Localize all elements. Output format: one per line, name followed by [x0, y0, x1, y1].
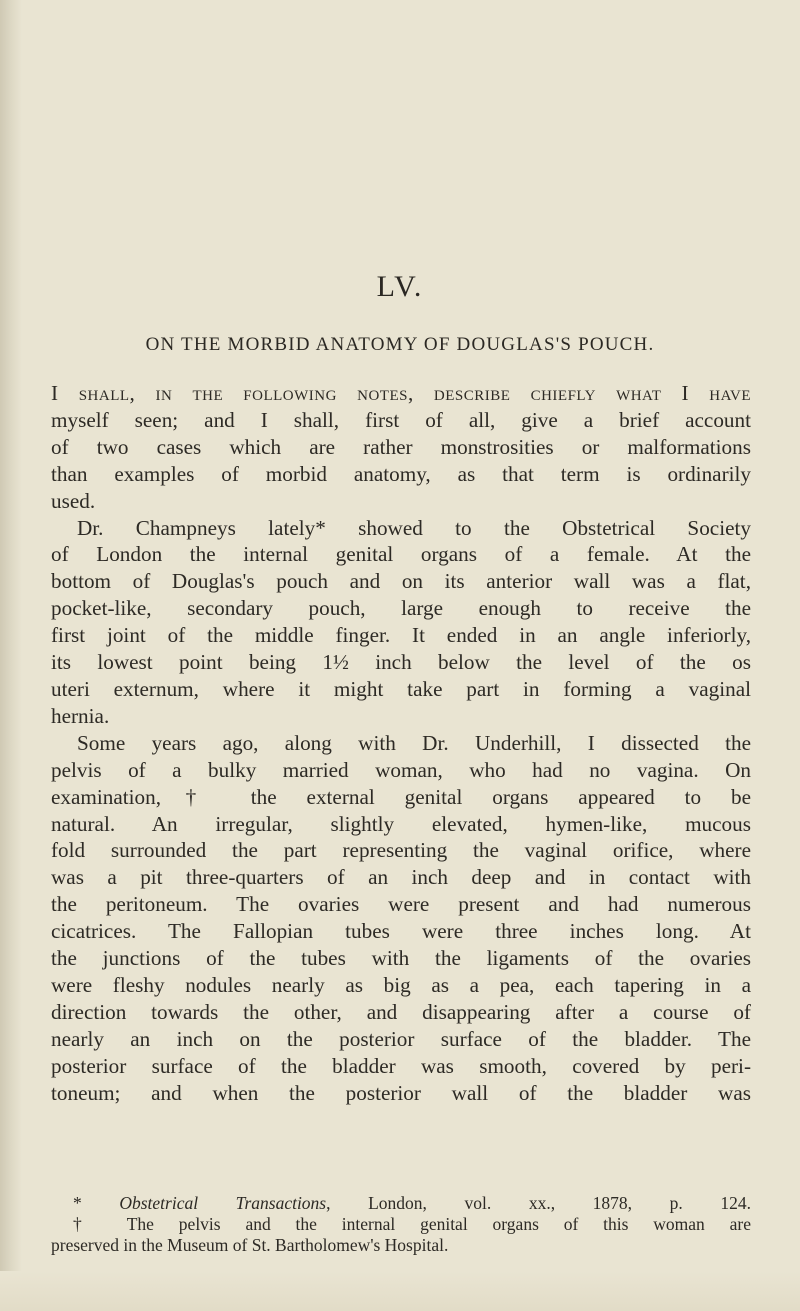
- text-line: the junctions of the tubes with the ligaments of the ovaries: [51, 946, 751, 971]
- text-line: pelvis of a bulky married woman, who had no vagina. On: [51, 757, 751, 782]
- chapter-title: ON THE MORBID ANATOMY OF DOUGLAS'S POUCH.: [145, 334, 655, 355]
- footnote-mark: *: [73, 1193, 82, 1213]
- text-line: pocket-like, secondary pouch, large enough to receive the: [51, 596, 751, 621]
- text-line: Some years ago, along with Dr. Underhill, I dissected the: [77, 730, 751, 755]
- text-line: fold surrounded the part representing the vaginal orifice, where: [51, 838, 751, 863]
- text-line: natural. An irregular, slightly elevated, hymen-like, mucous: [51, 811, 751, 836]
- footnote-2: † The pelvis and the internal genital organs of this woman are: [73, 1213, 751, 1234]
- text-line: uteri externum, where it might take part in forming a vaginal: [51, 676, 751, 701]
- text-line: of London the internal genital organs of a female. At the: [51, 542, 751, 567]
- footnotes: [51, 1193, 751, 1255]
- text-line: than examples of morbid anatomy, as that term is ordinarily: [51, 461, 751, 486]
- chapter-number: LV.: [376, 270, 424, 303]
- line-text: I shall, in the following notes, describe chiefly what I have: [51, 381, 751, 405]
- text-line: used.: [51, 488, 96, 513]
- text-line: [51, 380, 751, 407]
- text-line: its lowest point being 1½ inch below the level of the os: [51, 650, 751, 675]
- page-edge-shadow: [0, 0, 22, 1311]
- text-line: was a pit three-quarters of an inch deep and in contact with: [51, 865, 751, 890]
- text-line: bottom of Douglas's pouch and on its anterior wall was a flat,: [51, 569, 751, 594]
- page-bottom-shadow: [0, 1271, 800, 1311]
- text-line: toneum; and when the posterior wall of the bladder was: [51, 1080, 751, 1105]
- text-line: were fleshy nodules nearly as big as a pea, each tapering in a: [51, 972, 751, 997]
- text-line: cicatrices. The Fallopian tubes were three inches long. At: [51, 919, 751, 944]
- text-line: first joint of the middle finger. It ended in an angle inferiorly,: [51, 623, 751, 648]
- text-line: nearly an inch on the posterior surface of the bladder. The: [51, 1026, 751, 1051]
- text-line: Dr. Champneys lately* showed to the Obstetrical Society: [77, 515, 751, 540]
- text-line: examination,† the external genital organs appeared to be: [51, 784, 751, 809]
- text-line: direction towards the other, and disappearing after a course of: [51, 999, 751, 1024]
- text-line: hernia.: [51, 703, 110, 728]
- text-line: myself seen; and I shall, first of all, give a brief account: [51, 407, 751, 432]
- footnote-journal: Obstetrical Transactions: [119, 1193, 327, 1213]
- footnote-citation: , London, vol. xx., 1878, p. 124.: [326, 1193, 751, 1213]
- text-line: of two cases which are rather monstrosities or malformations: [51, 434, 751, 459]
- text-line: the peritoneum. The ovaries were present and had numerous: [51, 892, 751, 917]
- footnote-2-continued: preserved in the Museum of St. Bartholomew's Hospital.: [51, 1234, 449, 1255]
- footnote-1: [51, 1193, 751, 1214]
- body-text: [51, 380, 751, 1106]
- text-line: posterior surface of the bladder was smooth, covered by peri-: [51, 1053, 751, 1078]
